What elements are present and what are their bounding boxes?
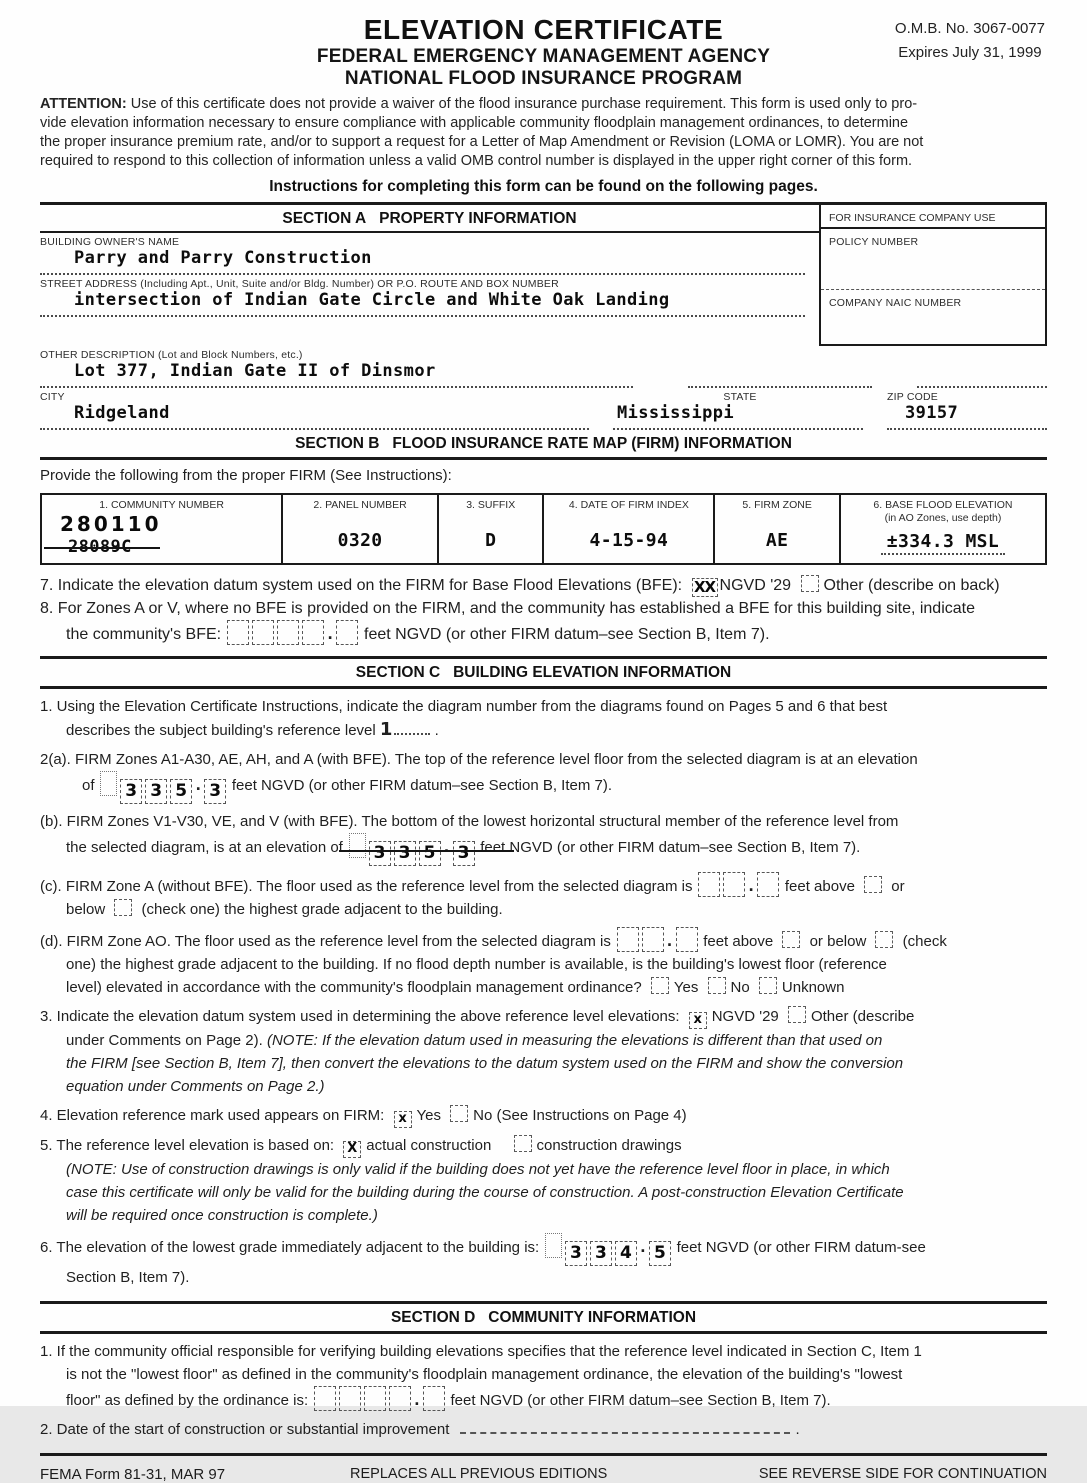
form-header bbox=[40, 14, 1047, 90]
c-item-3-line2: under Comments on Page 2). (NOTE: If the elevation datum used in measuring the elevations is different than that used on bbox=[66, 1032, 883, 1049]
other-description-field[interactable] bbox=[40, 361, 633, 388]
c-item-2d bbox=[40, 927, 1047, 999]
c-item-2a-line1: 2(a). FIRM Zones A1-A30, AE, AH, and A (with BFE). The top of the reference level floor from the selected diagram is at an elevation bbox=[40, 751, 918, 768]
owner-name-field[interactable] bbox=[40, 248, 805, 275]
d-item-1-line2: is not the "lowest floor" as defined in the community's floodplain management ordinance, the elevation of the building's "lowest bbox=[66, 1366, 903, 1383]
other-datum-checkbox[interactable] bbox=[788, 1006, 806, 1023]
other-datum-firm-checkbox[interactable] bbox=[801, 575, 819, 592]
item-8-text: the community's BFE: bbox=[66, 626, 222, 643]
city-field[interactable] bbox=[40, 403, 589, 430]
blank-line-segment bbox=[688, 364, 873, 388]
ngvd29-datum-checkmark: x bbox=[693, 1012, 702, 1027]
c-item-1-line1: 1. Using the Elevation Certificate Instructions, indicate the diagram number from the diagrams found on Pages 5 and 6 that best bbox=[40, 698, 888, 715]
ngvd29-firm-checkmark: XX bbox=[693, 578, 716, 596]
c-item-5 bbox=[40, 1134, 1047, 1227]
footer-rule bbox=[40, 1453, 1047, 1456]
attention-paragraph bbox=[40, 95, 1047, 171]
section-a-title: SECTION A PROPERTY INFORMATION bbox=[40, 205, 819, 233]
policy-number-field[interactable] bbox=[821, 229, 1045, 290]
section-d-rule bbox=[40, 1331, 1047, 1334]
attention-line: Use of this certificate does not provide a waiver of the flood insurance purchase requirement. This form is used only to pro- bbox=[126, 96, 918, 112]
zip-value: 39157 bbox=[905, 403, 959, 423]
c-item-1-line2: describes the subject building's reference level 1 . bbox=[66, 719, 439, 740]
c-item-1-text: describes the subject building's reference level bbox=[66, 722, 376, 739]
ngvd29-datum-checkbox[interactable] bbox=[689, 1012, 707, 1029]
suffix-value: D bbox=[485, 530, 497, 552]
construction-date-field[interactable] bbox=[460, 1418, 790, 1434]
omb-block bbox=[895, 17, 1045, 65]
diagram-number-line bbox=[394, 719, 430, 735]
v-zone-elevation-boxes[interactable]: 3 3 5 . 3 bbox=[347, 833, 476, 866]
community-number-struck: 28089C bbox=[68, 537, 132, 558]
d-item-1 bbox=[40, 1340, 1047, 1412]
agency-name: FEDERAL EMERGENCY MANAGEMENT AGENCY bbox=[316, 46, 771, 67]
a-zone-depth-boxes[interactable]: . bbox=[697, 872, 781, 898]
c-item-1 bbox=[40, 695, 1047, 742]
ordinance-unknown-checkbox[interactable] bbox=[759, 977, 777, 994]
ao-below-checkbox[interactable] bbox=[875, 931, 893, 948]
suffix-header: 3. SUFFIX bbox=[466, 499, 516, 511]
c-item-2c-line1: (c). FIRM Zone A (without BFE). The floor used as the reference level from the selected diagram is . feet above or bbox=[40, 872, 1047, 898]
firm-date-cell[interactable] bbox=[543, 494, 714, 564]
replaces-note: REPLACES ALL PREVIOUS EDITIONS bbox=[350, 1466, 608, 1482]
street-address-field[interactable] bbox=[40, 290, 805, 317]
section-c-title: SECTION C BUILDING ELEVATION INFORMATION bbox=[355, 664, 732, 681]
omb-number: O.M.B. No. 3067-0077 bbox=[894, 20, 1045, 37]
zip-field[interactable] bbox=[887, 403, 1047, 430]
c-item-6 bbox=[40, 1233, 1047, 1289]
c-item-2c-line2: below (check one) the highest grade adjacent to the building. bbox=[66, 901, 503, 918]
section-d-title: SECTION D COMMUNITY INFORMATION bbox=[390, 1309, 697, 1326]
bfe-value: ±334.3 MSL bbox=[881, 531, 1005, 555]
policy-number-label: POLICY NUMBER bbox=[829, 236, 919, 248]
lowest-grade-elevation-boxes[interactable]: 3 3 4 . 5 bbox=[543, 1233, 672, 1266]
item-8-line1: 8. For Zones A or V, where no BFE is provided on the FIRM, and the community has established a BFE for this building site, indicate bbox=[40, 600, 975, 617]
other-datum-label: Other (describe on back) bbox=[823, 577, 1000, 594]
continuation-note: SEE REVERSE SIDE FOR CONTINUATION bbox=[758, 1466, 1047, 1482]
c-item-2c bbox=[40, 872, 1047, 921]
below-grade-checkbox[interactable] bbox=[114, 899, 132, 916]
c-item-3-line1: 3. Indicate the elevation datum system used in determining the above reference level elevations: x NGVD '29 Other (describe bbox=[40, 1008, 915, 1027]
c-item-6-line2: Section B, Item 7). bbox=[66, 1269, 190, 1286]
c-item-3-line3: the FIRM [see Section B, Item 7], then convert the elevations to the datum system used on the FIRM and show the conversion bbox=[66, 1055, 904, 1072]
section-a bbox=[40, 205, 1047, 346]
bfe-header-line1: 6. BASE FLOOD ELEVATION bbox=[873, 499, 1013, 511]
ngvd29-firm-checkbox[interactable] bbox=[692, 578, 718, 597]
owner-name-value: Parry and Parry Construction bbox=[74, 248, 372, 268]
c-item-2b-line2: the selected diagram, is at an elevation of 3 3 5 . 3 feet NGVD (or other FIRM datum–see Section B, Item 7). bbox=[40, 833, 1047, 866]
state-field[interactable] bbox=[613, 403, 863, 430]
lowest-floor-elevation-boxes[interactable]: . bbox=[312, 1386, 446, 1412]
form-number: FEMA Form 81-31, MAR 97 bbox=[40, 1466, 226, 1483]
state-value: Mississippi bbox=[617, 403, 734, 423]
ngvd29-label: NGVD '29 bbox=[719, 577, 792, 594]
reference-mark-no-checkbox[interactable] bbox=[450, 1105, 468, 1122]
above-grade-checkbox[interactable] bbox=[864, 876, 882, 893]
street-address-label: STREET ADDRESS (Including Apt., Unit, Suite and/or Bldg. Number) OR P.O. ROUTE AND BOX NUMBER bbox=[40, 278, 559, 290]
ao-zone-depth-boxes[interactable]: . bbox=[615, 927, 699, 953]
panel-number-cell[interactable] bbox=[282, 494, 438, 564]
c-item-2d-line2: one) the highest grade adjacent to the building. If no flood depth number is available, is the building's lowest floor (reference bbox=[66, 956, 887, 973]
c-item-2a bbox=[40, 748, 1047, 804]
c-item-3-line4: equation under Comments on Page 2.) bbox=[66, 1078, 325, 1095]
c-item-5-note2: case this certificate will only be valid for the building during the course of construction. A post-construction Elevation Certificate bbox=[66, 1184, 904, 1201]
reference-mark-yes-checkmark: x bbox=[398, 1111, 407, 1126]
other-description-value: Lot 377, Indian Gate II of Dinsmor bbox=[74, 361, 436, 381]
c-item-6-line1: 6. The elevation of the lowest grade immediately adjacent to the building is: 3 3 4 . 5 feet NGVD (or other FIRM datum-see bbox=[40, 1233, 1047, 1266]
community-number-cell[interactable] bbox=[41, 494, 282, 564]
section-c-rule bbox=[40, 686, 1047, 689]
c-item-2d-line3: level) elevated in accordance with the community's floodplain management ordinance? Yes No Unknown bbox=[66, 979, 845, 996]
c-item-4: 4. Elevation reference mark used appears on FIRM: x Yes No (See Instructions on Page 4) bbox=[40, 1107, 687, 1126]
city-state-zip-values bbox=[40, 403, 1047, 430]
blank-line-segment bbox=[917, 364, 1047, 388]
attention-line: the proper insurance premium rate, and/or to support a request for a Letter of Map Amendment or Revision (LOMA or LOMR). You are not bbox=[40, 134, 924, 150]
other-description-label: OTHER DESCRIPTION (Lot and Block Numbers, etc.) bbox=[40, 349, 303, 361]
construction-drawings-checkbox[interactable] bbox=[514, 1135, 532, 1152]
item-8-suffix: feet NGVD (or other FIRM datum–see Section B, Item 7). bbox=[364, 626, 770, 643]
firm-zone-value: AE bbox=[765, 530, 789, 552]
community-number-handwritten: 280110 bbox=[60, 512, 162, 537]
community-bfe-boxes[interactable]: . bbox=[226, 620, 360, 646]
d-item-2: 2. Date of the start of construction or substantial improvement . bbox=[40, 1418, 1047, 1441]
reference-mark-yes-checkbox[interactable] bbox=[394, 1111, 412, 1128]
naic-number-label: COMPANY NAIC NUMBER bbox=[829, 297, 962, 309]
program-name: NATIONAL FLOOD INSURANCE PROGRAM bbox=[344, 68, 743, 89]
attention-line: required to respond to this collection of information unless a valid OMB control number is displayed in the upper right corner of this form. bbox=[40, 153, 913, 169]
reference-level-elevation-boxes[interactable]: 3 3 5 . 3 bbox=[99, 771, 228, 804]
ordinance-yes-checkbox[interactable] bbox=[651, 977, 669, 994]
zip-label: ZIP CODE bbox=[887, 391, 938, 403]
suffix-cell[interactable] bbox=[438, 494, 544, 564]
c-item-5-note3: will be required once construction is complete.) bbox=[66, 1207, 378, 1224]
actual-construction-checkbox[interactable] bbox=[343, 1141, 361, 1158]
c-item-5-line1: 5. The reference level elevation is based on: X actual construction construction drawings bbox=[40, 1137, 682, 1156]
c-item-3 bbox=[40, 1005, 1047, 1098]
city-label: CITY bbox=[40, 391, 65, 403]
section-b-rule bbox=[40, 457, 1047, 460]
form-title: ELEVATION CERTIFICATE bbox=[363, 14, 724, 45]
c-item-5-note1: (NOTE: Use of construction drawings is only valid if the building does not yet have the reference level floor in place, in which bbox=[66, 1161, 890, 1178]
d-item-1-line1: 1. If the community official responsible for verifying building elevations specifies that the reference level indicated in Section C, Item 1 bbox=[40, 1343, 922, 1360]
naic-number-field[interactable] bbox=[821, 290, 1045, 344]
insurance-company-box bbox=[819, 205, 1047, 346]
panel-number-value: 0320 bbox=[337, 530, 383, 552]
omb-expires: Expires July 31, 1999 bbox=[898, 44, 1042, 61]
attention-line: vide elevation information necessary to ensure compliance with applicable community floodplain management ordinances, to determine bbox=[40, 115, 909, 131]
firm-date-header: 4. DATE OF FIRM INDEX bbox=[568, 499, 689, 511]
item-7 bbox=[40, 574, 1047, 597]
insurance-use-label: FOR INSURANCE COMPANY USE bbox=[821, 205, 1045, 229]
section-b-title: SECTION B FLOOD INSURANCE RATE MAP (FIRM) INFORMATION bbox=[295, 435, 792, 452]
panel-number-header: 2. PANEL NUMBER bbox=[313, 499, 407, 511]
ao-above-checkbox[interactable] bbox=[782, 931, 800, 948]
community-number-header: 1. COMMUNITY NUMBER bbox=[99, 499, 224, 511]
base-flood-elevation-cell[interactable] bbox=[840, 494, 1046, 564]
c-item-2b-line1: (b). FIRM Zones V1-V30, VE, and V (with BFE). The bottom of the lowest horizontal structural member of the reference level from bbox=[40, 813, 899, 830]
city-value: Ridgeland bbox=[74, 403, 170, 423]
diagram-number-value[interactable]: 1 bbox=[379, 719, 393, 740]
page-footer bbox=[40, 1466, 1047, 1483]
other-description-row bbox=[40, 349, 1047, 388]
firm-zone-cell[interactable] bbox=[714, 494, 840, 564]
item-8-line2 bbox=[40, 620, 1047, 646]
c-item-2d-line1: (d). FIRM Zone AO. The floor used as the reference level from the selected diagram is . feet above or below (check bbox=[40, 927, 1047, 953]
firm-intro: Provide the following from the proper FIRM (See Instructions): bbox=[40, 467, 452, 484]
owner-name-label: BUILDING OWNER'S NAME bbox=[40, 236, 180, 248]
instructions-note: Instructions for completing this form can be found on the following pages. bbox=[269, 178, 818, 195]
attention-label: ATTENTION: bbox=[40, 96, 127, 112]
state-label: STATE bbox=[723, 391, 757, 403]
bfe-header-line2: (in AO Zones, use depth) bbox=[884, 512, 1002, 525]
c-item-2a-line2: of 3 3 5 . 3 feet NGVD (or other FIRM datum–see Section B, Item 7). bbox=[40, 771, 1047, 804]
ordinance-no-checkbox[interactable] bbox=[708, 977, 726, 994]
actual-construction-checkmark: X bbox=[347, 1141, 358, 1156]
d-item-1-line3: floor" as defined by the ordinance is: . feet NGVD (or other FIRM datum–see Section B, Item 7). bbox=[40, 1386, 1047, 1412]
struck-elevation-entry bbox=[347, 833, 476, 866]
firm-zone-header: 5. FIRM ZONE bbox=[742, 499, 812, 511]
firm-date-value: 4-15-94 bbox=[589, 530, 669, 552]
firm-table bbox=[40, 493, 1047, 565]
street-address-value: intersection of Indian Gate Circle and White Oak Landing bbox=[74, 290, 670, 310]
city-state-zip-labels bbox=[40, 388, 1047, 403]
c-item-2b bbox=[40, 810, 1047, 866]
item-7-text: 7. Indicate the elevation datum system used on the FIRM for Base Flood Elevations (BFE): bbox=[40, 577, 683, 594]
